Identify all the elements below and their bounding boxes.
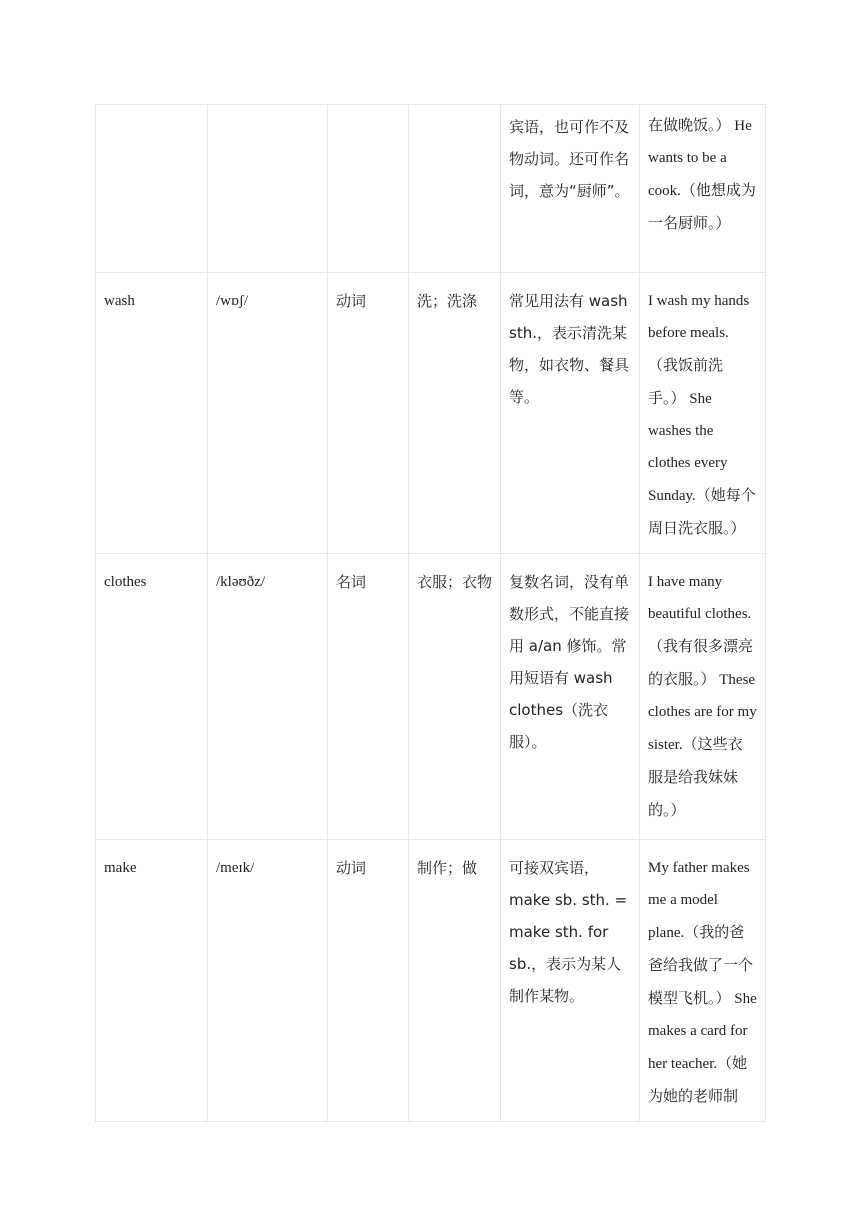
example-translation: （我有很多漂亮的衣服。） xyxy=(648,637,754,688)
meaning-cell: 衣服；衣物 xyxy=(409,554,501,840)
word-cell: make xyxy=(96,840,208,1122)
example-cell xyxy=(640,273,766,554)
example-sentence: She washes the clothes every Sunday. xyxy=(648,391,728,504)
table-row xyxy=(96,840,766,1122)
example-sentence: I have many beautiful clothes. xyxy=(648,574,752,622)
example-translation: （她为她的老师制 xyxy=(648,1054,748,1105)
example-cell xyxy=(640,105,766,273)
part-of-speech-cell: 动词 xyxy=(328,840,409,1122)
example-translation: （他想成为一名厨师。） xyxy=(648,181,756,232)
example-sentence: She makes a card for her teacher. xyxy=(648,991,757,1072)
meaning-cell xyxy=(409,105,501,273)
usage-cell: 可接双宾语，make sb. sth. = make sth. for sb.，表示为某人制作某物。 xyxy=(501,840,640,1122)
example-translation: （我饭前洗手。） xyxy=(648,356,724,407)
usage-cell: 复数名词，没有单数形式，不能直接用 a/an 修饰。常用短语有 wash clothes（洗衣服）。 xyxy=(501,554,640,840)
example-sentence: My father makes me a model plane. xyxy=(648,860,750,941)
word-cell xyxy=(96,105,208,273)
example-sentence: I wash my hands before meals. xyxy=(648,293,750,341)
word-cell: wash xyxy=(96,273,208,554)
table-row xyxy=(96,105,766,273)
usage-cell: 宾语，也可作不及物动词。还可作名词，意为“厨师”。 xyxy=(501,105,640,273)
example-translation: （她每个周日洗衣服。） xyxy=(648,486,756,537)
part-of-speech-cell: 名词 xyxy=(328,554,409,840)
example-sentence: He wants to be a cook. xyxy=(648,118,752,199)
table-row xyxy=(96,554,766,840)
phonetic-cell: /kləʊðz/ xyxy=(208,554,328,840)
example-translation: （这些衣服是给我妹妹的。） xyxy=(648,735,743,819)
table-row xyxy=(96,273,766,554)
phonetic-cell: /meɪk/ xyxy=(208,840,328,1122)
example-cell xyxy=(640,554,766,840)
phonetic-cell xyxy=(208,105,328,273)
word-cell: clothes xyxy=(96,554,208,840)
meaning-cell: 制作；做 xyxy=(409,840,501,1122)
example-cell xyxy=(640,840,766,1122)
part-of-speech-cell: 动词 xyxy=(328,273,409,554)
meaning-cell: 洗；洗涤 xyxy=(409,273,501,554)
phonetic-cell: /wɒʃ/ xyxy=(208,273,328,554)
vocabulary-table xyxy=(95,104,766,1122)
part-of-speech-cell xyxy=(328,105,409,273)
example-translation: （我的爸爸给我做了一个模型飞机。） xyxy=(648,923,754,1007)
example-sentence: These clothes are for my sister. xyxy=(648,672,757,753)
usage-cell: 常见用法有 wash sth.，表示清洗某物，如衣物、餐具等。 xyxy=(501,273,640,554)
example-translation: 在做晚饭。） xyxy=(648,116,731,134)
